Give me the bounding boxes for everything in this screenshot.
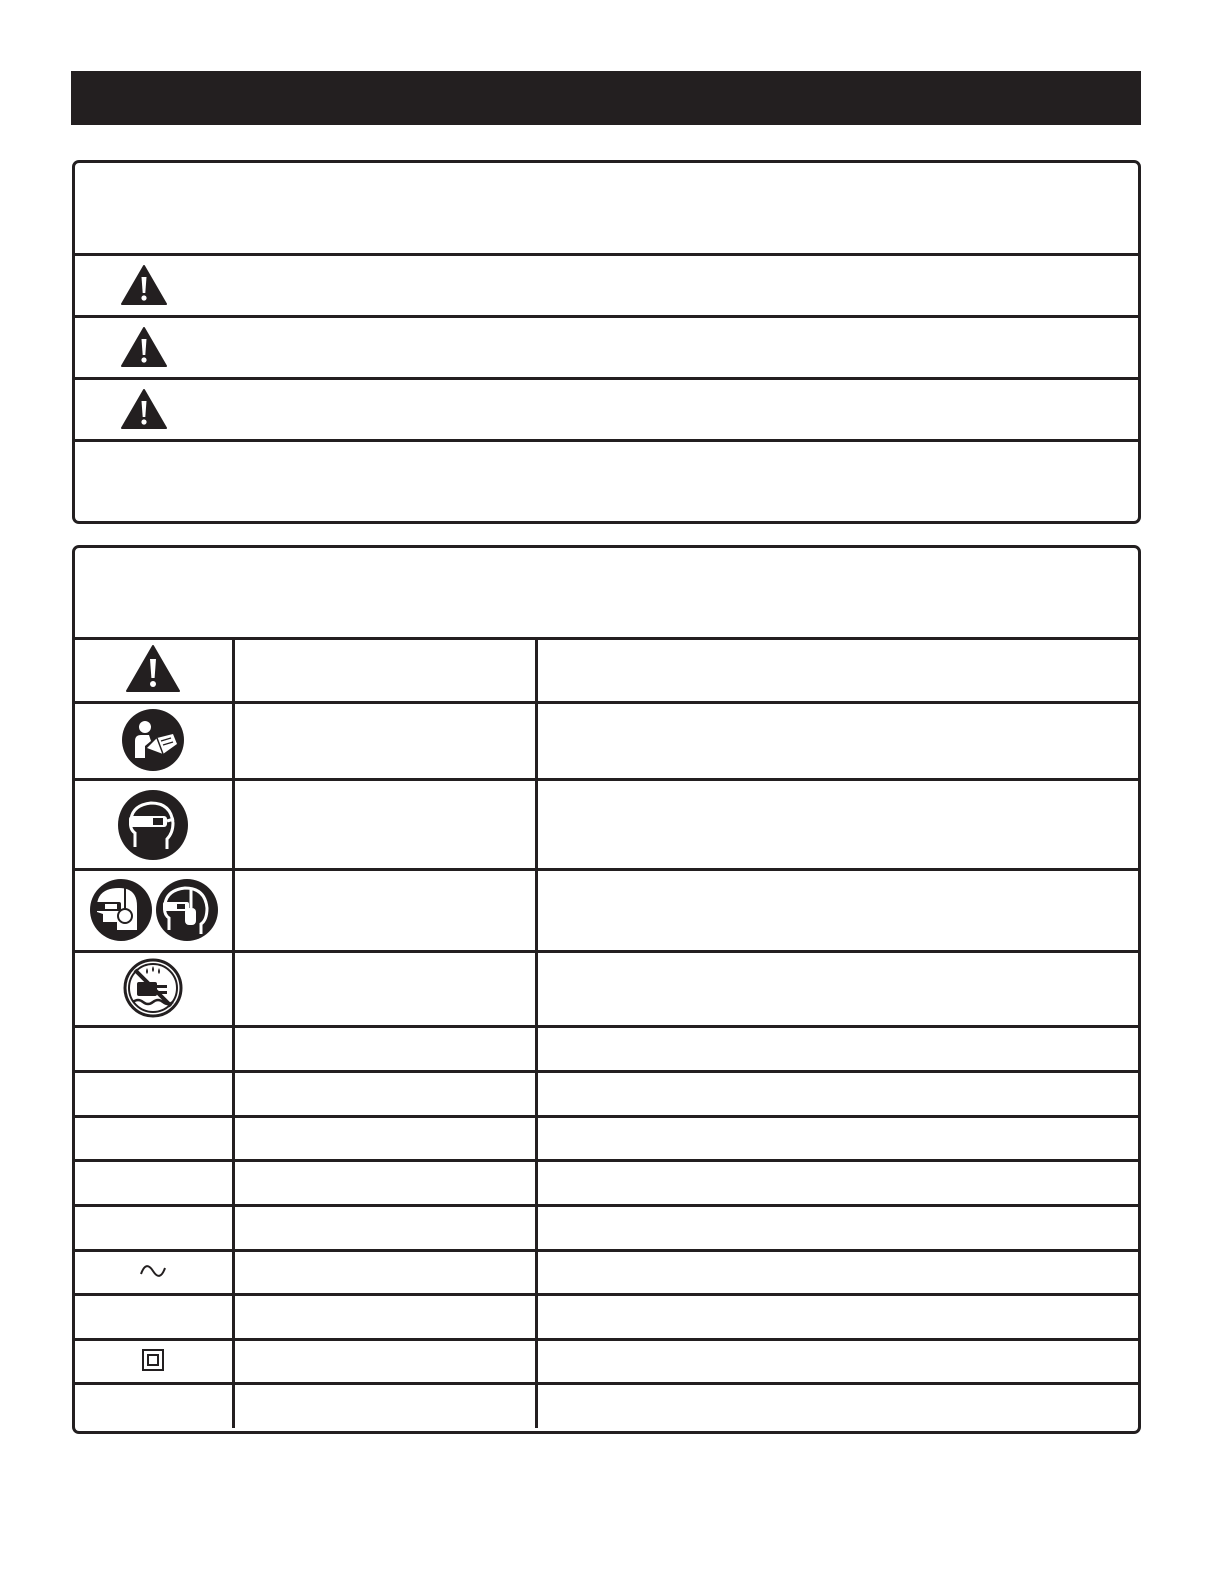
divider [75,315,1138,318]
divider [75,1338,1138,1341]
alternating-current-icon [139,1262,167,1280]
divider [75,377,1138,380]
divider [75,1070,1138,1073]
no-wet-conditions-icon [123,958,183,1018]
divider [75,1249,1138,1252]
divider [75,1382,1138,1385]
warning-triangle-icon [120,326,168,368]
divider [75,1293,1138,1296]
divider [75,1025,1138,1028]
eye-protection-icon [117,789,189,861]
divider [75,439,1138,442]
divider [75,950,1138,953]
warning-triangle-icon [120,388,168,430]
ear-protection-icon [89,878,153,942]
divider [75,1159,1138,1162]
column-divider [232,638,235,1428]
divider [75,778,1138,781]
divider [75,637,1138,640]
divider [75,701,1138,704]
signal-words-box [72,160,1141,524]
section-header-bar [71,71,1141,125]
divider [75,1204,1138,1207]
symbols-table-box [72,545,1141,1434]
divider [75,868,1138,871]
ear-protection-icon [155,878,219,942]
divider [75,253,1138,256]
read-manual-icon [121,708,185,772]
warning-triangle-icon [120,264,168,306]
warning-triangle-icon [125,644,181,694]
divider [75,1115,1138,1118]
class-ii-construction-icon [142,1349,164,1371]
column-divider [535,638,538,1428]
